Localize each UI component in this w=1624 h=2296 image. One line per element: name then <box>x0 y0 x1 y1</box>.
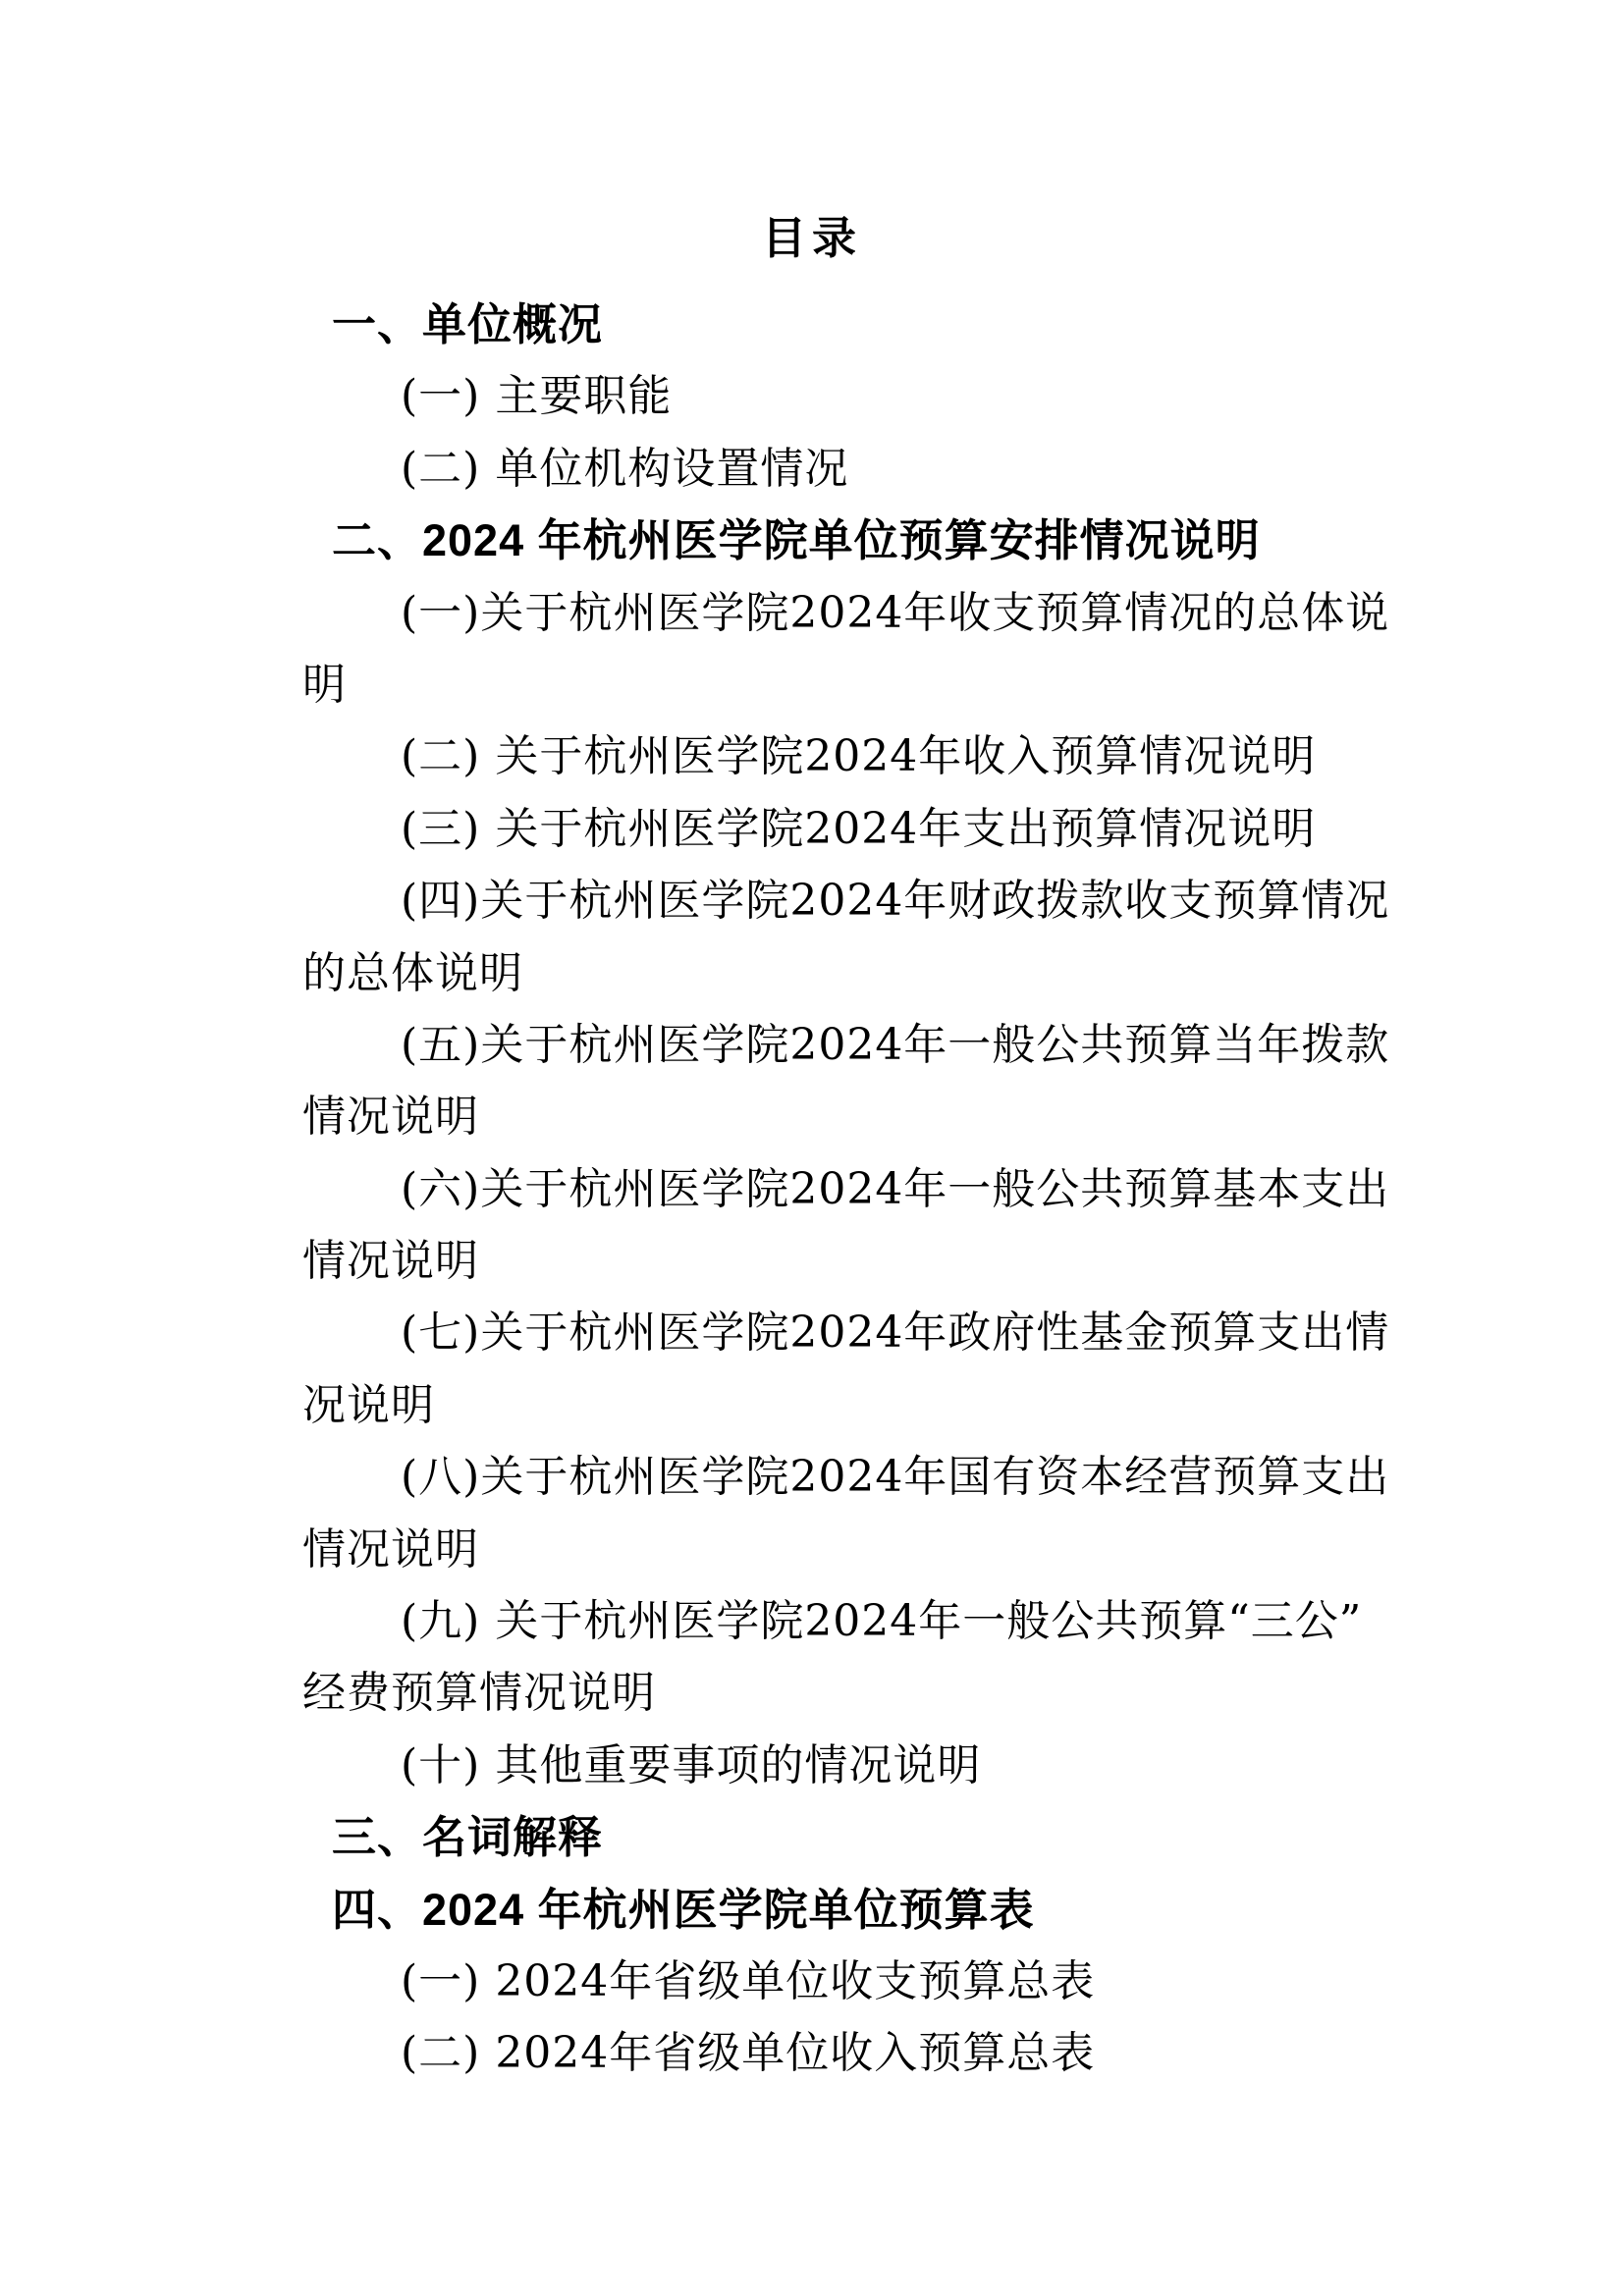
toc-section-heading-1: 一、单位概况 <box>332 299 604 349</box>
toc-item-2-2: (二) 关于杭州医学院2024年收入预算情况说明 <box>401 731 1317 782</box>
toc-item-2-7-continuation: 况说明 <box>302 1379 435 1430</box>
toc-item-2-5-continuation: 情况说明 <box>302 1092 479 1143</box>
toc-item-2-6: (六)关于杭州医学院2024年一般公共预算基本支出 <box>401 1163 1390 1214</box>
toc-item-2-3: (三) 关于杭州医学院2024年支出预算情况说明 <box>401 803 1317 854</box>
toc-item-2-9: (九) 关于杭州医学院2024年一般公共预算“三公” <box>401 1596 1363 1647</box>
table-of-contents <box>0 289 1624 2090</box>
toc-item-2-10: (十) 其他重要事项的情况说明 <box>401 1739 982 1790</box>
toc-item-1-1: (一) 主要职能 <box>401 371 673 422</box>
toc-item-2-6-continuation: 情况说明 <box>302 1236 479 1287</box>
toc-item-2-4-continuation: 的总体说明 <box>302 947 523 998</box>
page-title: 目录 <box>761 213 862 263</box>
toc-item-2-1-continuation: 明 <box>302 659 347 710</box>
toc-section-heading-3: 三、名词解释 <box>332 1812 604 1863</box>
toc-item-2-7: (七)关于杭州医学院2024年政府性基金预算支出情 <box>401 1308 1390 1359</box>
toc-section-heading-4: 四、2024 年杭州医学院单位预算表 <box>332 1884 1035 1935</box>
toc-item-2-5: (五)关于杭州医学院2024年一般公共预算当年拨款 <box>401 1019 1390 1070</box>
toc-item-2-8: (八)关于杭州医学院2024年国有资本经营预算支出 <box>401 1452 1390 1503</box>
toc-item-4-1: (一) 2024年省级单位收支预算总表 <box>401 1955 1096 2006</box>
toc-item-2-9-continuation: 经费预算情况说明 <box>302 1668 656 1719</box>
toc-item-4-2: (二) 2024年省级单位收入预算总表 <box>401 2028 1096 2079</box>
toc-section-heading-2: 二、2024 年杭州医学院单位预算安排情况说明 <box>332 515 1261 566</box>
toc-item-1-2: (二) 单位机构设置情况 <box>401 443 849 494</box>
toc-item-2-8-continuation: 情况说明 <box>302 1523 479 1575</box>
toc-item-2-4: (四)关于杭州医学院2024年财政拨款收支预算情况 <box>401 876 1390 927</box>
toc-item-2-1: (一)关于杭州医学院2024年收支预算情况的总体说 <box>401 587 1390 638</box>
